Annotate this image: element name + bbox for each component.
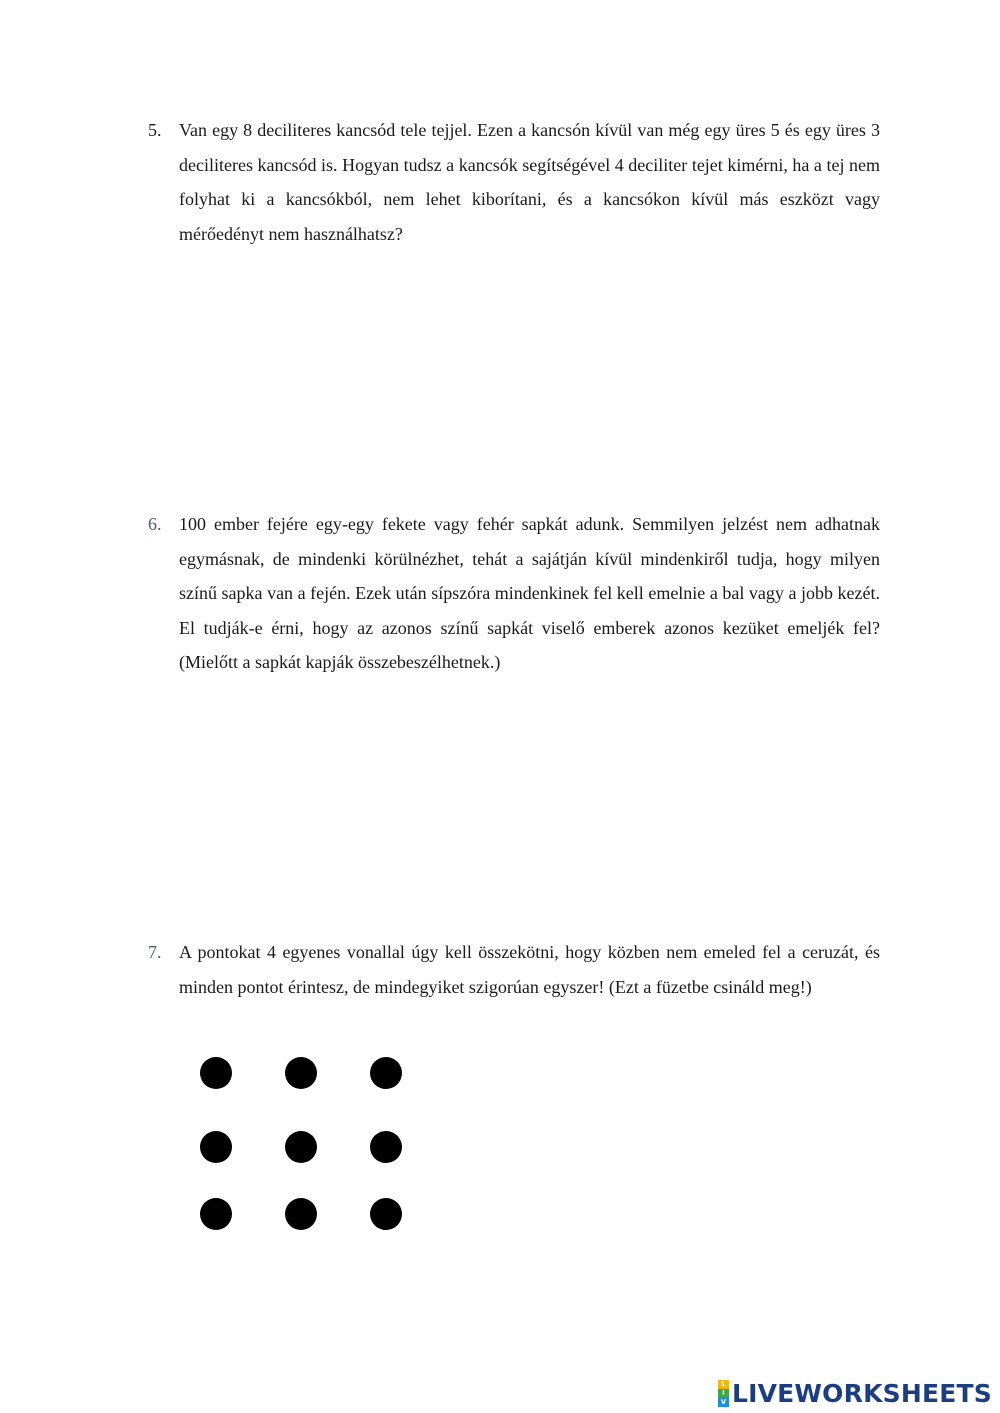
puzzle-dot bbox=[200, 1198, 232, 1230]
question-5 bbox=[148, 113, 880, 251]
question-number: 7. bbox=[148, 942, 162, 962]
question-7 bbox=[148, 935, 880, 1004]
liveworksheets-logo bbox=[718, 1378, 992, 1408]
puzzle-dot bbox=[285, 1131, 317, 1163]
puzzle-dot bbox=[285, 1057, 317, 1089]
question-6 bbox=[148, 507, 880, 680]
logo-mark-letter: L bbox=[718, 1380, 729, 1389]
puzzle-dot bbox=[285, 1198, 317, 1230]
question-number: 6. bbox=[148, 514, 162, 534]
puzzle-dot bbox=[200, 1131, 232, 1163]
logo-mark-icon bbox=[718, 1380, 729, 1407]
question-text: Van egy 8 deciliteres kancsód tele tejjel. Ezen a kancsón kívül van még egy üres 5 és egy üres 3 deciliteres kancsód is. Hogyan tudsz a kancsók segítségével 4 deciliter tejet kimérni, ha a tej nem folyhat ki a kancsókból, nem lehet kiborítani, és a kancsókon kívül más eszközt vagy mérőedényt nem használhatsz? bbox=[179, 120, 880, 244]
question-text: 100 ember fejére egy-egy fekete vagy fehér sapkát adunk. Semmilyen jelzést nem adhatnak egymásnak, de mindenki körülnézhet, tehát a sajátján kívül mindenkiről tudja, hogy milyen színű sapka van a fején. Ezek után sípszóra mindenkinek fel kell emelnie a bal vagy a jobb kezét. El tudják-e érni, hogy az azonos színű sapkát viselő emberek azonos kezüket emeljék fel? (Mielőtt a sapkát kapják összebeszélhetnek.) bbox=[179, 514, 880, 672]
logo-text: LIVEWORKSHEETS bbox=[731, 1378, 992, 1408]
question-text: A pontokat 4 egyenes vonallal úgy kell összekötni, hogy közben nem emeled fel a ceruzát, és minden pontot érintesz, de mindegyiket szigorúan egyszer! (Ezt a füzetbe csináld meg!) bbox=[179, 942, 880, 997]
puzzle-dot bbox=[370, 1198, 402, 1230]
logo-mark-letter: I bbox=[718, 1389, 729, 1398]
puzzle-dot bbox=[370, 1057, 402, 1089]
puzzle-dot bbox=[200, 1057, 232, 1089]
logo-mark-letter: V bbox=[718, 1398, 729, 1407]
puzzle-dot bbox=[370, 1131, 402, 1163]
question-number: 5. bbox=[148, 120, 162, 140]
